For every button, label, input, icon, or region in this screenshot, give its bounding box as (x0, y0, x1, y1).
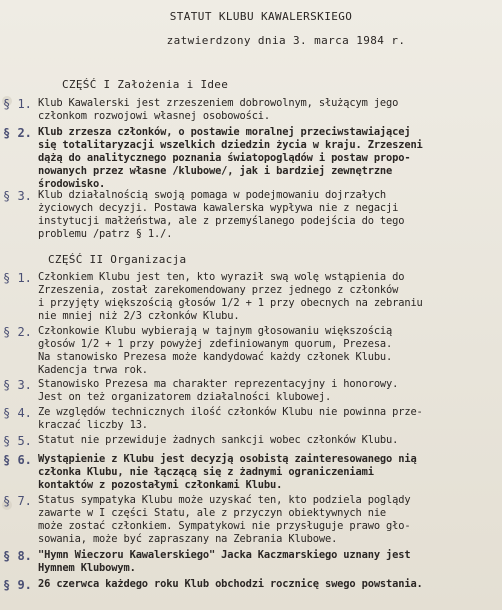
paragraph-line: Na stanowisko Prezesa może kandydować każdy członek Klubu. (38, 351, 393, 363)
paragraph-line: kontaktów z pozostałymi członkami Klubu. (38, 479, 283, 491)
paragraph-mark: § 3. (3, 189, 32, 203)
paragraph-line: Członkiem Klubu jest ten, kto wyraził swą wolę wstąpienia do (38, 271, 405, 283)
paragraph-line: nowanych przez własne /klubowe/, jak i bardziej zewnętrzne (38, 165, 393, 177)
paragraph-line: Stanowisko Prezesa ma charakter reprezentacyjny i honorowy. (38, 378, 399, 390)
paragraph-mark: § 1. (3, 97, 32, 111)
paragraph-line: Kadencja trwa rok. (38, 364, 148, 376)
paragraph-mark: § 2. (3, 126, 32, 140)
paragraph-line: instytucji małżeństwa, ale z przemyślanego podejścia do tego (38, 215, 405, 227)
paragraph-line: członkom rozwojowi własnej osobowości. (38, 110, 271, 122)
paragraph-line: Klub zrzesza członków, o postawie moralnej przeciwstawiającej (38, 126, 411, 138)
paragraph-line: Status sympatyka Klubu może uzyskać ten, kto podziela poglądy (38, 494, 411, 506)
paragraph-mark: § 3. (3, 378, 32, 392)
section-heading-1: CZĘŚĆ I Założenia i Idee (62, 78, 229, 91)
paragraph-line: dążą do analitycznego poznania światopoglądów i postaw propo- (38, 152, 411, 164)
paragraph-line: Ze względów technicznych ilość członków Klubu nie powinna prze- (38, 406, 423, 418)
paragraph-line: środowisko. (38, 178, 106, 190)
paragraph-line: kraczać liczby 13. (38, 419, 148, 431)
paragraph-line: "Hymn Wieczoru Kawalerskiego" Jacka Kaczmarskiego uznany jest (38, 549, 411, 561)
paragraph-line: Jest on też organizatorem działalności klubowej. (38, 391, 332, 403)
paragraph-line: Zrzeszenia, został zarekomendowany przez jednego z członków (38, 284, 399, 296)
paragraph-mark: § 2. (3, 325, 32, 339)
section-heading-2: CZĘŚĆ II Organizacja (48, 253, 187, 266)
paragraph-line: może zostać członkiem. Sympatykowi nie przysługuje prawo gło- (38, 520, 411, 532)
paragraph-mark: § 4. (3, 406, 32, 420)
paragraph-line: Statut nie przewiduje żadnych sankcji wobec członków Klubu. (38, 434, 399, 446)
document-title: STATUT KLUBU KAWALERSKIEGO (169, 10, 353, 23)
paragraph-mark: § 8. (3, 549, 32, 563)
paragraph-line: Klub działalnością swoją pomaga w podejmowaniu dojrzałych (38, 189, 387, 201)
paragraph-line: głosów 1/2 + 1 przy powyżej zdefiniowanym quorum, Prezesa. (38, 338, 393, 350)
document-subtitle: zatwierdzony dnia 3. marca 1984 r. (166, 34, 406, 47)
paragraph-line: życiowych decyzji. Postawa kawalerska wypływa nie z negacji (38, 202, 399, 214)
paragraph-line: Członkowie Klubu wybierają w tajnym głosowaniu większością (38, 325, 393, 337)
paragraph-mark: § 9. (3, 578, 32, 592)
paragraph-mark: § 1. (3, 271, 32, 285)
paragraph-mark: § 6. (3, 453, 32, 467)
paragraph-mark: § 7. (3, 494, 32, 508)
paragraph-line: Wystąpienie z Klubu jest decyzją osobistą zainteresowanego nią (38, 453, 417, 465)
paragraph-line: 26 czerwca każdego roku Klub obchodzi rocznicę swego powstania. (38, 578, 423, 590)
paragraph-line: Hymnem Klubowym. (38, 562, 136, 574)
paragraph-mark: § 5. (3, 434, 32, 448)
paragraph-line: członka Klubu, nie łączącą się z żadnymi ograniczeniami (38, 466, 374, 478)
paragraph-line: sowania, może być zapraszany na Zebrania Klubowe. (38, 533, 338, 545)
paragraph-line: i przyjęty większością głosów 1/2 + 1 przy obecnych na zebraniu (38, 297, 423, 309)
paragraph-line: problemu /patrz § 1./. (38, 228, 173, 240)
paragraph-line: się totalitaryzacji wszelkich dziedzin życia w kraju. Zrzeszeni (38, 139, 423, 151)
paragraph-line: Klub Kawalerski jest zrzeszeniem dobrowolnym, służącym jego (38, 97, 399, 109)
paragraph-line: zawarte w I części Statu, ale z przyczyn obiektywnych nie (38, 507, 387, 519)
paragraph-line: nie mniej niż 2/3 członków Klubu. (38, 310, 240, 322)
